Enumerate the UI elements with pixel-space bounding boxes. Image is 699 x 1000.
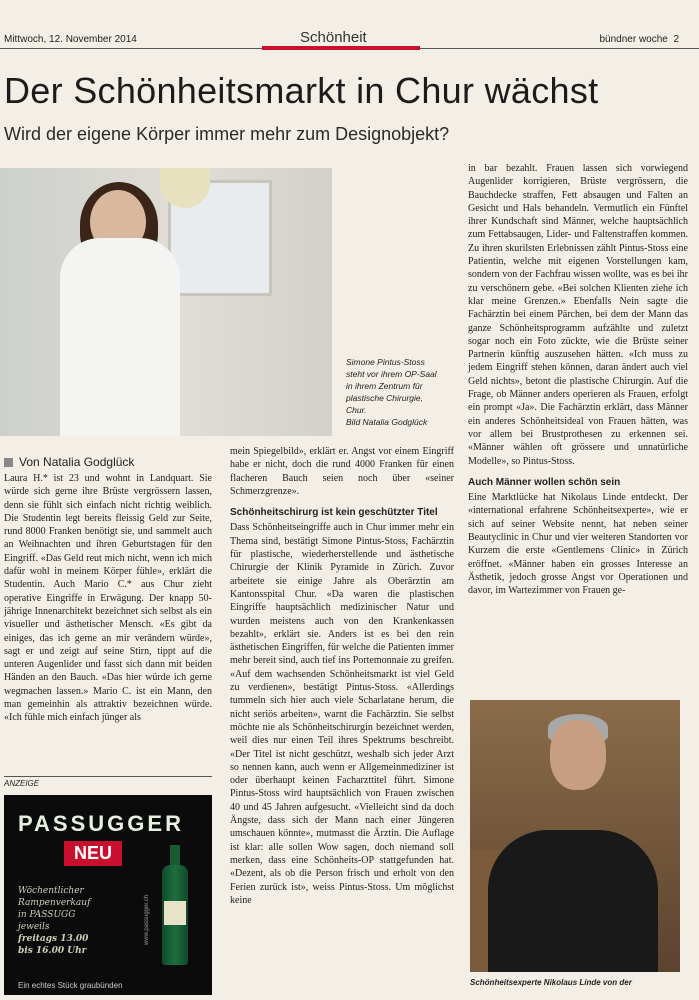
caption-line: in ihrem Zentrum für xyxy=(346,381,423,391)
paragraph: Laura H.* ist 23 und wohnt in Landquart. Sie würde sich gerne ihre Brüste vergrössern lassen, denn sie fühlt sich einfach nicht richtig weiblich. Die Studentin legt bereits fleissig Geld zur Seite, rund 8000 Franken benötigt sie, und sammelt auch an Weihnachten und ihren Geburtstagen für den Eingriff. «Das Geld reut mich nicht, wenn ich mich dafür wohl in meinem Körper fühle», erklärt die Studentin. Auch Mario C.* aus Chur zieht operative Eingriffe in Erwägung. Der knapp 50-jährige Innenarchitekt bezeichnet sich selbst als ein visueller und ästhetischer Mensch. «Es gibt da einiges, das ich gerne an mir verändern würde», sagt er und zeigt auf seine Stirn, tippt auf die unteren Augenlider und fasst sich dann mit beiden Händen an den Bauch. «Das hier würde ich gerne wegmachen lassen.» Mario C. ist ein Mann, den man gemeinhin als attraktiv bezeichnen würde. «Ich fühle mich einfach jünger als xyxy=(4,473,212,724)
photo-caption-expert: Schönheitsexperte Nikolaus Linde von der xyxy=(470,978,632,987)
article-subheadline: Wird der eigene Körper immer mehr zum Designobjekt? xyxy=(4,124,450,144)
photo-person-jacket xyxy=(488,830,658,972)
publication-title: bündner woche xyxy=(599,34,668,45)
page-header xyxy=(0,0,699,52)
ad-footer: Ein echtes Stück graubünden xyxy=(18,981,123,990)
article-column-2 xyxy=(230,445,454,907)
ad-brand: PASSUGGER xyxy=(18,811,184,836)
paragraph: Eine Marktlücke hat Nikolaus Linde entdeckt. Der «international erfahrene Schönheitsexperte», wie er sich auf seiner Website nennt, hat neben seiner Beautyclinic in Chur und vier weiteren Standorten vor Kurzem die erste «Gentlemens Clinic» in Zürich eröffnet. «Männer haben ein grosses Interesse an Ästhetik, jedoch grosse Angst vor Operationen und davor, im Wartezimmer von Frauen ge- xyxy=(468,492,688,597)
ad-line: in PASSUGG xyxy=(18,910,76,920)
bottle-label xyxy=(164,901,186,925)
ad-new-badge: NEU xyxy=(64,841,122,866)
paragraph: mein Spiegelbild», erklärt er. Angst vor einem Eingriff habe er nicht, doch die rund 4000 Franken für einen flacheren Bauch seien noch über «seiner Schmerzgrenze». xyxy=(230,446,454,497)
article-headline: Der Schönheitsmarkt in Chur wächst xyxy=(4,70,599,111)
section-heading: Auch Männer wollen schön sein xyxy=(468,476,621,488)
caption-line: Simone Pintus-Stoss xyxy=(346,357,425,367)
ad-line: Rampenverkauf xyxy=(18,898,91,908)
caption-line: Chur. xyxy=(346,405,367,415)
photo-doctor xyxy=(0,168,332,436)
ad-line: jeweils xyxy=(18,922,50,932)
photo-caption-doctor xyxy=(346,356,464,428)
ad-line: Wöchentlicher xyxy=(18,886,84,896)
photo-credit: Bild Natalia Godglück xyxy=(346,417,428,427)
section-title: Schönheit xyxy=(300,29,367,46)
section-accent-bar xyxy=(262,46,420,50)
advertisement[interactable] xyxy=(4,795,212,995)
ad-line: bis 16.00 Uhr xyxy=(18,946,87,956)
page-number: 2 xyxy=(673,34,679,45)
photo-person-coat xyxy=(60,238,180,436)
paragraph: in bar bezahlt. Frauen lassen sich vorwiegend Augenlider korrigieren, Brüste vergrössern, die Bauchdecke straffen, Fett absaugen und Falten an Gesicht und Hals behandeln. Vermutlich ein Fünftel ihrer Kundschaft sind Männer, welche hauptsächlich zum Fettabsaugen, Lider- und Faltenstraffen kommen. Zu ihren skurilsten Erlebnissen zählt Pintus-Stoss eine Patientin, welche mit eigenen Vorstellungen kam, sondern von der Fachfrau wissen wollte, was es bei ihr zu verschönern gebe. «Bei solchen Klienten ziehe ich klar meine Grenzen.» Ebenfalls Nein sagte die Fachärztin bei einem Pärchen, bei dem der Mann das ganze Schönheitsprogramm aufzählte und zuletzt sogar noch ein Foto zückte, wie die Brüste seiner Partnerin künftig auszusehen hätten. «Ich muss zu jedem Eingriff stehen können, daran ändert auch viel Geld nichts», betont die plastische Chirurgin. Auf die Frage, ob Männer anders operieren als Frauen, erfolgt ein prompt «Ja». Die Fachärztin erklärt, dass Männer ein anderes Schönheitsideal von Frauen hätten, was vor allem bei Brustprothesen zu erkennen sei. «Männer wählen oft grössere und unnatürliche Modelle», so Pintus-Stoss. xyxy=(468,163,688,467)
caption-line: steht vor ihrem OP-Saal xyxy=(346,369,437,379)
photo-expert xyxy=(470,700,680,972)
byline-square-icon xyxy=(4,458,13,467)
byline-text: Von Natalia Godglück xyxy=(19,455,135,469)
ad-text xyxy=(18,885,148,957)
ad-label: ANZEIGE xyxy=(4,776,212,788)
ad-url[interactable]: www.passugger.ch xyxy=(144,894,150,945)
paragraph: Dass Schönheitseingriffe auch in Chur immer mehr ein Thema sind, bestätigt Simone Pintus-Stoss, Fachärztin für plastische, wiederherstellende und ästhetische Chirurgie der Klinik Pyramide in Zürich. Zuvor arbeitete sie einige Jahre als Oberärztin am Kantonsspital Chur. «Da waren die plastischen Eingriffe hauptsächlich medizinischer Natur und wurden meistens auch von den Krankenkassen bezahlt», erklärt sie. Anders ist es bei den rein ästhetischen Eingriffen, für welche die Patienten immer mehr bereit sind, auch tief ins Portemonnaie zu greifen. «Auf dem wachsenden Schönheitsmarkt ist viel Geld zu verdienen», bestätigt Pintus-Stoss. «Allerdings tummeln sich hier auch viele Scharlatane herum, die nicht seriös arbeiten», warnt die Fachärztin. Sie selbst möchte nie als Schönheitschirurgin bezeichnet werden, weil dies nur einen Teil ihres Spektrums beschreibt. «Der Titel ist nicht geschützt, weshalb sich jeder Arzt so nennen kann, auch wenn er Allgemeinmediziner ist oder überhaupt keinen Facharzttitel führt. Simone Pintus-Stoss wird hauptsächlich von Frauen zwischen 40 und 45 Jahren aufgesucht. «Vielleicht sind da doch Ängste, dass sich der Mann nach einer Jüngeren umschauen könnte», mutmasst die Ärztin. Die Auflage ist klar: alle sollen Wow sagen, doch niemand soll merken, dass eine Schönheits-OP stattgefunden hat. «Dezent, als ob die Person frisch und erholt von den Ferien zurück ist», weiss Pintus-Stoss. Um möglichst keine xyxy=(230,522,454,906)
article-column-3 xyxy=(468,162,688,598)
ad-line: freitags 13.00 xyxy=(18,934,89,944)
issue-date: Mittwoch, 12. November 2014 xyxy=(4,34,137,45)
photo-person-face xyxy=(550,720,606,790)
article-column-1 xyxy=(4,472,212,725)
caption-line: plastische Chirurgie, xyxy=(346,393,424,403)
publication-name xyxy=(599,34,679,45)
byline xyxy=(4,455,134,469)
section-heading: Schönheitschirurg ist kein geschützter Titel xyxy=(230,507,438,519)
